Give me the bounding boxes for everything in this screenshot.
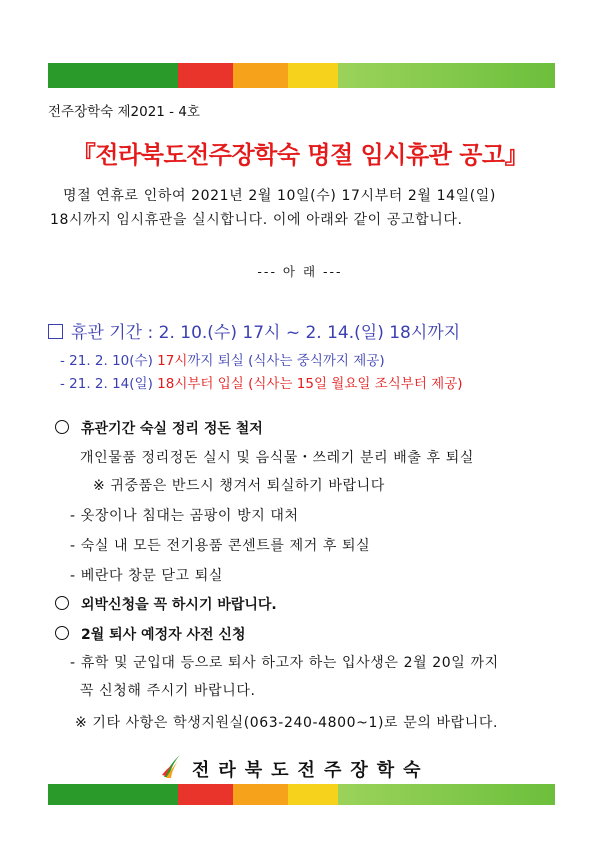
center-label: --- 아 래 --- (257, 264, 343, 279)
section-1-item-2: ※ 귀중품은 반드시 챙겨서 퇴실하기 바랍니다 (93, 478, 385, 494)
section-1-heading (55, 418, 263, 438)
period-line-1-suffix: 까지 퇴실 (식사는 중식까지 제공) (187, 353, 385, 369)
section-2-heading (55, 594, 277, 614)
period-line-1-highlight: 17시 (157, 353, 188, 369)
section-3-item-1: - 휴학 및 군입대 등으로 퇴사 하고자 하는 입사생은 2월 20일 까지 (70, 655, 499, 671)
closure-period-heading (48, 318, 460, 343)
period-line-2 (60, 372, 463, 392)
bottom-color-band (48, 784, 555, 805)
top-color-band (48, 63, 555, 88)
period-line-1 (60, 349, 385, 369)
period-line-2-highlight: 18시부터 입실 (식사는 15일 월요일 조식부터 제공) (157, 376, 463, 392)
section-2-text: 외박신청을 꼭 하시기 바랍니다. (81, 597, 277, 613)
circle-bullet-icon (55, 626, 69, 640)
jeonbuk-swoosh-logo-icon (160, 753, 182, 779)
section-1-item-4: - 숙실 내 모든 전기용품 콘센트를 제거 후 퇴실 (70, 538, 371, 554)
closure-period-text: 휴관 기간 : 2. 10.(수) 17시 ~ 2. 14.(일) 18시까지 (71, 323, 461, 343)
contact-note: ※ 기타 사항은 학생지원실(063-240-4800~1)로 문의 바랍니다. (75, 715, 499, 731)
organization-name: 전라북도전주장학숙 (192, 760, 430, 781)
period-line-2-prefix: - 21. 2. 14(일) (60, 376, 158, 392)
circle-bullet-icon (55, 596, 69, 610)
section-3-text: 2월 퇴사 예정자 사전 신청 (81, 627, 246, 643)
section-1-item-3: - 옷장이나 침대는 곰팡이 방지 대처 (70, 508, 299, 524)
section-1-item-5: - 베란다 창문 닫고 퇴실 (70, 568, 223, 584)
checkbox-square-icon (48, 324, 63, 339)
intro-line-2: 18시까지 임시휴관을 실시합니다. 이에 아래와 같이 공고합니다. (50, 212, 463, 228)
notice-title: 『전라북도전주장학숙 명절 임시휴관 공고』 (71, 141, 529, 169)
section-3-heading (55, 624, 245, 644)
section-1-item-1: 개인물품 정리정돈 실시 및 음식물・쓰레기 분리 배출 후 퇴실 (80, 450, 474, 466)
document-number: 전주장학숙 제2021 - 4호 (48, 104, 200, 120)
section-1-text: 휴관기간 숙실 정리 정돈 철저 (81, 421, 263, 437)
section-3-item-2: 꼭 신청해 주시기 바랍니다. (80, 683, 256, 699)
intro-line-1: 명절 연휴로 인하여 2021년 2월 10일(수) 17시부터 2월 14일(일) (63, 188, 496, 204)
circle-bullet-icon (55, 420, 69, 434)
period-line-1-prefix: - 21. 2. 10(수) (60, 353, 158, 369)
